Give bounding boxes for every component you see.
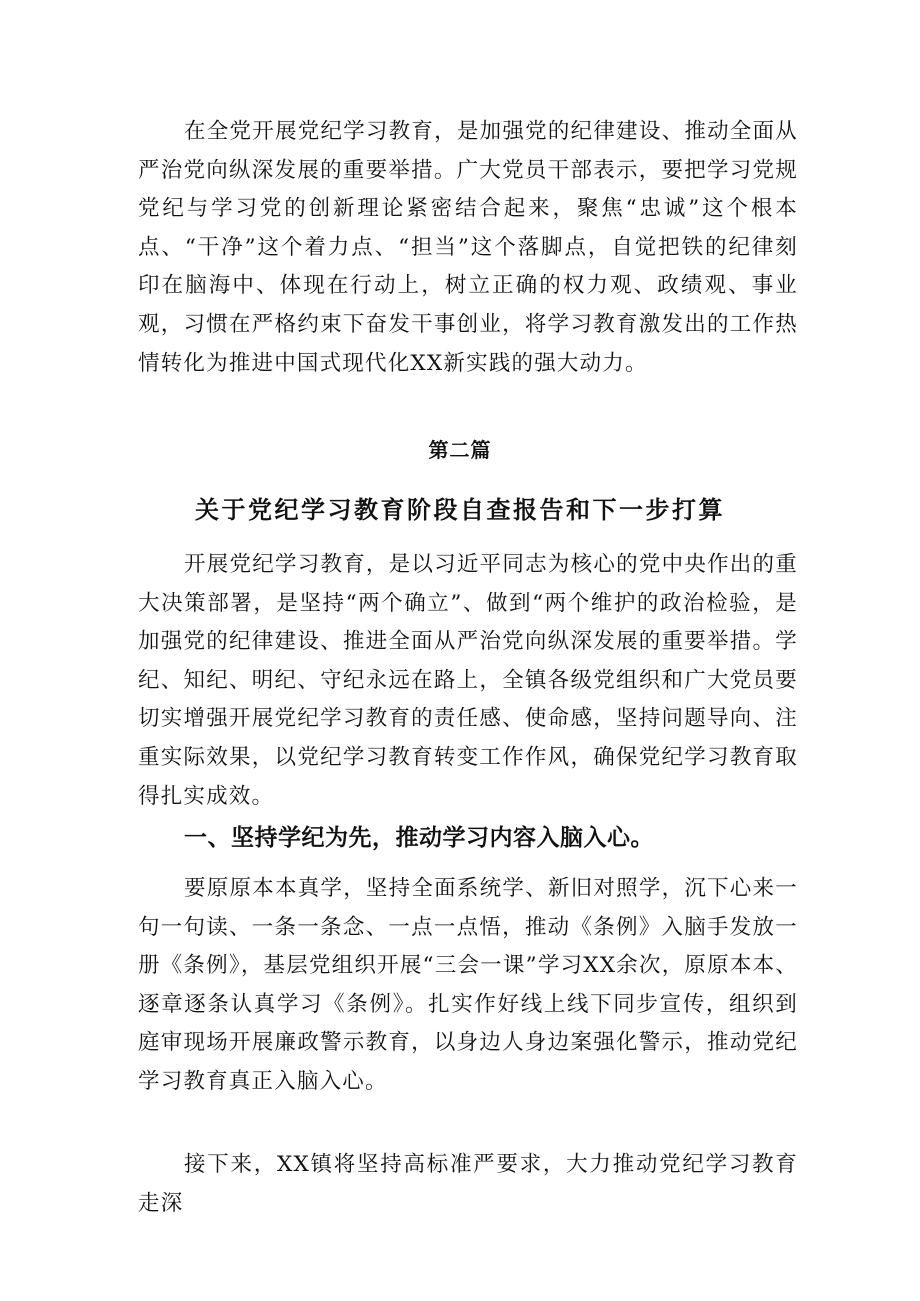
opening-paragraph: 开展党纪学习教育，是以习近平同志为核心的党中央作出的重大决策部署，是坚持“两个确立”、做到“两个维护的政治检验，是加强党的纪律建设、推进全面从严治党向纵深发展的重要举措。学纪、知纪、明纪、守纪永远在路上，全镇各级党组织和广大党员要切实增强开展党纪学习教育的责任感、使命感，坚持问题导向、注重实际效果，以党纪学习教育转变工作作风，确保党纪学习教育取得扎实成效。 [138,552,798,809]
part-label: 第二篇 [428,438,492,462]
document-title: 关于党纪学习教育阶段自查报告和下一步打算 [195,495,725,524]
section-one-heading: 一、坚持学纪为先，推动学习内容入脑入心。 [184,825,654,851]
next-steps-paragraph: 接下来，XX镇将坚持高标准严要求，大力推动党纪学习教育走深 [138,1152,798,1216]
section-one-paragraph: 要原原本本真学，坚持全面系统学、新旧对照学，沉下心来一句一句读、一条一条念、一点一点悟，推动《条例》入脑手发放一册《条例》，基层党组织开展“三会一课”学习XX余次，原原本本、逐章逐条认真学习《条例》。扎实作好线上线下同步宣传，组织到庭审现场开展廉政警示教育，以身边人身边案强化警示，推动党纪学习教育真正入脑入心。 [138,876,798,1094]
intro-paragraph: 在全党开展党纪学习教育，是加强党的纪律建设、推动全面从严治党向纵深发展的重要举措。广大党员干部表示，要把学习党规党纪与学习党的创新理论紧密结合起来，聚焦“忠诚”这个根本点、“干净”这个着力点、“担当”这个落脚点，自觉把铁的纪律刻印在脑海中、体现在行动上，树立正确的权力观、政绩观、事业观，习惯在严格约束下奋发干事创业，将学习教育激发出的工作热情转化为推进中国式现代化XX新实践的强大动力。 [138,119,798,376]
